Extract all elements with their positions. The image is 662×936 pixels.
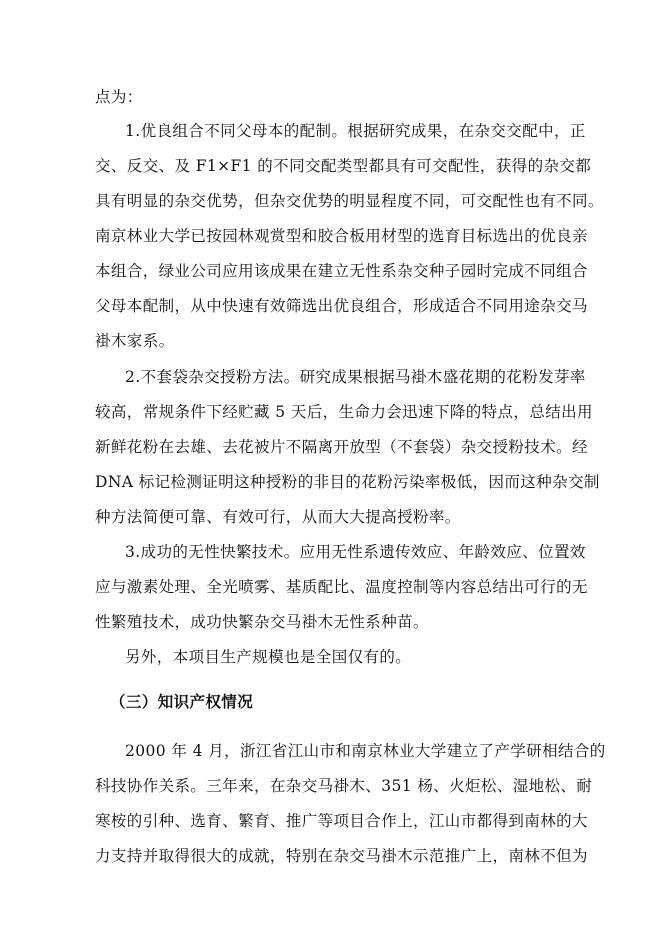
text-line: 本组合，绿业公司应用该成果在建立无性系杂交种子园时完成不同组合 — [95, 262, 588, 280]
text-line: 具有明显的杂交优势，但杂交优势的明显程度不同，可交配性也有不同。 — [95, 192, 604, 210]
text-line: 1.优良组合不同父母本的配制。根据研究成果，在杂交交配中，正 — [125, 122, 586, 140]
text-line: 另外，本项目生产规模也是全国仅有的。 — [125, 648, 412, 666]
text-line: 点为： — [95, 88, 143, 106]
text-line: 褂木家系。 — [95, 332, 175, 350]
text-line: 南京林业大学已按园林观赏型和胶合板用材型的选育目标选出的优良亲 — [95, 227, 588, 245]
text-line: 力支持并取得很大的成就，特别在杂交马褂木示范推广上，南林不但为 — [95, 847, 588, 865]
text-line: 种方法简便可靠、有效可行，从而大大提高授粉率。 — [95, 508, 461, 526]
text-line: 应与激素处理、全光喷雾、基质配比、温度控制等内容总结出可行的无 — [95, 578, 588, 596]
text-line: 科技协作关系。三年来，在杂交马褂木、351 杨、火炬松、湿地松、耐 — [95, 777, 593, 795]
text-line: 父母本配制，从中快速有效筛选出优良组合，形成适合不同用途杂交马 — [95, 297, 588, 315]
text-line: 交、反交、及 F1×F1 的不同交配类型都具有可交配性，获得的杂交都 — [95, 157, 592, 175]
text-line: 寒桉的引种、选育、繁育、推广等项目合作上，江山市都得到南林的大 — [95, 812, 588, 830]
text-line: 性繁殖技术，成功快繁杂交马褂木无性系种苗。 — [95, 613, 429, 631]
text-line: 3.成功的无性快繁技术。应用无性系遗传效应、年龄效应、位置效 — [125, 543, 586, 561]
text-line: DNA 标记检测证明这种授粉的非目的花粉污染率极低，因而这种杂交制 — [95, 473, 600, 491]
section-heading: （三）知识产权情况 — [110, 693, 254, 711]
text-line: 较高，常规条件下经贮藏 5 天后，生命力会迅速下降的特点，总结出用 — [95, 403, 593, 421]
text-line: 2.不套袋杂交授粉方法。研究成果根据马褂木盛花期的花粉发芽率 — [125, 368, 586, 386]
text-line: 新鲜花粉在去雄、去花被片不隔离开放型（不套袋）杂交授粉技术。经 — [95, 438, 588, 456]
text-line: 2000 年 4 月，浙江省江山市和南京林业大学建立了产学研相结合的 — [125, 742, 606, 760]
